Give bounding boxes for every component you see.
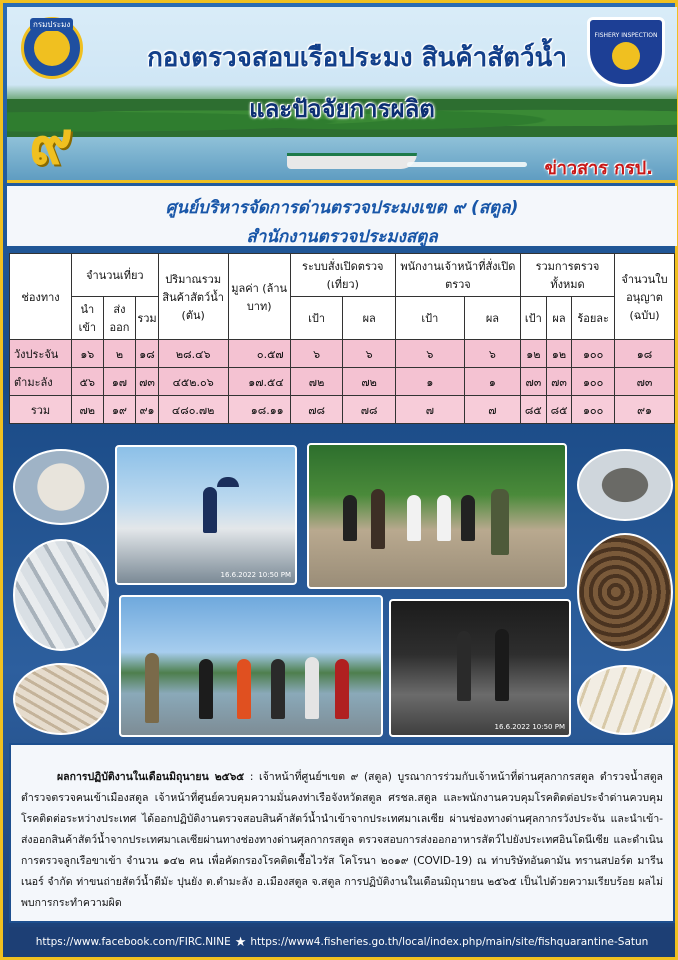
header-trips: จำนวนเที่ยว	[72, 254, 159, 297]
officer-cap	[217, 477, 239, 487]
table-row	[10, 368, 675, 396]
person-figure	[145, 653, 159, 723]
district-number: ๙	[29, 108, 73, 178]
cell-qty: ๔๘๐.๗๒	[158, 396, 228, 424]
cell-permits: ๙๑	[615, 396, 675, 424]
cell-out: ๑๙	[103, 396, 136, 424]
office-subtitle	[7, 186, 677, 246]
photo-night-inspection	[389, 599, 571, 737]
header-officer-target: เป้า	[395, 297, 464, 340]
patrol-boat	[287, 153, 417, 169]
statistics-table	[9, 253, 675, 424]
table-row	[10, 340, 675, 368]
subtitle-line1: ศูนย์บริหารจัดการด่านตรวจประมงเขต ๙ (สตูล)	[165, 198, 519, 218]
cell-total: ๗๓	[136, 368, 158, 396]
cell-sys-target: ๗๒	[290, 368, 343, 396]
person-figure	[437, 495, 451, 541]
officer-figure	[203, 487, 217, 533]
cell-off-result: ๑	[464, 368, 520, 396]
cell-off-target: ๖	[395, 340, 464, 368]
cell-off-result: ๖	[464, 340, 520, 368]
person-figure	[237, 659, 251, 719]
header-value: มูลค่า (ล้านบาท)	[228, 254, 290, 340]
header-officer-result: ผล	[464, 297, 520, 340]
header-system-result: ผล	[343, 297, 395, 340]
photo-pier-team	[119, 595, 383, 737]
cell-channel: วังประจัน	[10, 340, 72, 368]
cell-sys-target: ๖	[290, 340, 343, 368]
cell-percent: ๑๐๐	[572, 368, 615, 396]
photo-date-stamp: 16.6.2022 10:50 PM	[494, 723, 565, 731]
footer-links	[9, 927, 675, 957]
header-system-target: เป้า	[290, 297, 343, 340]
photo-crabs	[577, 533, 673, 651]
right-logo-label: FISHERY INSPECTION	[594, 31, 658, 39]
photo-fresh-fish	[13, 539, 109, 651]
header-trips-out: ส่งออก	[103, 297, 136, 340]
table-row-total	[10, 396, 675, 424]
photo-team-meeting	[307, 443, 567, 589]
person-figure	[457, 631, 471, 701]
header-officer: พนักงานเจ้าหน้าที่สั่งเปิดตรวจ	[395, 254, 520, 297]
header-permits: จำนวนใบอนุญาต (ฉบับ)	[615, 254, 675, 340]
left-logo-label: กรมประมง	[30, 18, 73, 31]
banner-title-line1: กองตรวจสอบเรือประมง สินค้าสัตว์น้ำ	[147, 43, 567, 73]
person-figure	[305, 657, 319, 719]
person-figure	[199, 659, 213, 719]
person-figure	[343, 495, 357, 541]
boat-wake	[407, 162, 527, 167]
statistics-table-wrapper	[9, 253, 675, 424]
cell-channel: ตำมะลัง	[10, 368, 72, 396]
header-total-target: เป้า	[520, 297, 546, 340]
person-figure	[335, 659, 349, 719]
cell-in: ๕๖	[72, 368, 104, 396]
person-figure	[495, 629, 509, 701]
cell-in: ๑๖	[72, 340, 104, 368]
cell-value: ๐.๕๗	[228, 340, 290, 368]
cell-off-result: ๗	[464, 396, 520, 424]
cell-sys-result: ๖	[343, 340, 395, 368]
report-body: : เจ้าหน้าที่ศูนย์ฯเขต ๙ (สตูล) บูรณาการร่วมกับเจ้าหน้าที่ด่านศุลกากรสตูล ตำรวจน้ำสตูล ตำรวจตรวจคนเข้าเมืองสตูล เจ้าหน้าที่ศูนย์ควบคุมความมั่นคงท่าเรือจังหวัดสตูล ศรชล.สตูล และพนักงานควบคุมโรคติดต่อประจำด่านควบคุมโรคติดต่อระหว่างประเทศ ได้ออกปฏิบัติงานตรวจสอบสินค้าสัตว์น้ำนำเข้าจากประเทศมาเลเซีย ผ่านช่องทางด่านศุลกากรวังประจัน และนำเข้า-ส่งออกสินค้าสัตว์น้ำจากประเทศมาเลเซียผ่านทางช่องทางด่านศุลกากรสตูล ตรวจสอบการส่งออกอาหารสัตว์ไปยังประเทศอินโดนีเซีย และดำเนินการตรวจลูกเรือขาเข้า จำนวน ๑๔๒ คน เพื่อคัดกรองโรคติดเชื้อไวรัส โคโรนา ๒๐๑๙ (COVID-19) ณ ท่าบริษัทอันดามัน ทรานสปอร์ต มารีนเนอร์ จำกัด ท่าขนถ่ายสัตว์น้ำดีมัะ ปุนยัง ต.ตำมะลัง อ.เมืองสตูล จ.สตูล การปฏิบัติงานในเดือนมิถุนายน ๒๕๖๕ เป็นไปด้วยความเรียบร้อย ผลไม่พบการกระทำความผิด	[21, 771, 663, 909]
facebook-link[interactable]: https://www.facebook.com/FIRC.NINE	[35, 936, 231, 948]
cell-tot-result: ๘๕	[546, 396, 572, 424]
cell-sys-result: ๗๒	[343, 368, 395, 396]
cell-value: ๑๗.๕๔	[228, 368, 290, 396]
cell-percent: ๑๐๐	[572, 340, 615, 368]
header-total-result: ผล	[546, 297, 572, 340]
person-figure	[371, 489, 385, 549]
cell-tot-target: ๑๒	[520, 340, 546, 368]
cell-off-target: ๗	[395, 396, 464, 424]
header-channel: ช่องทาง	[10, 254, 72, 340]
header-total-inspect: รวมการตรวจทั้งหมด	[520, 254, 614, 297]
photo-fish-boxes	[13, 449, 109, 525]
cell-tot-result: ๑๒	[546, 340, 572, 368]
cell-out: ๑๗	[103, 368, 136, 396]
photo-white-fish	[577, 665, 673, 735]
website-link[interactable]: https://www4.fisheries.go.th/local/index.php/main/site/fishquarantine-Satun	[250, 936, 649, 948]
header-system: ระบบสั่งเปิดตรวจ (เที่ยว)	[290, 254, 395, 297]
cell-qty: ๒๘.๔๖	[158, 340, 228, 368]
header-banner	[7, 7, 677, 183]
cell-total: ๑๘	[136, 340, 158, 368]
header-trips-total: รวม	[136, 297, 158, 340]
monthly-report	[9, 743, 675, 923]
person-figure	[461, 495, 475, 541]
cell-channel: รวม	[10, 396, 72, 424]
cell-permits: ๑๘	[615, 340, 675, 368]
report-heading: ผลการปฏิบัติงานในเดือนมิถุนายน ๒๕๖๕	[57, 771, 245, 783]
cell-permits: ๗๓	[615, 368, 675, 396]
photo-date-stamp: 16.6.2022 10:50 PM	[220, 571, 291, 579]
cell-qty: ๔๕๒.๐๖	[158, 368, 228, 396]
subtitle-line2: สำนักงานตรวจประมงสตูล	[246, 227, 438, 247]
banner-title-line2: และปัจจัยการผลิต	[249, 95, 435, 123]
cell-out: ๒	[103, 340, 136, 368]
cell-percent: ๑๐๐	[572, 396, 615, 424]
header-total-percent: ร้อยละ	[572, 297, 615, 340]
header-trips-in: นำเข้า	[72, 297, 104, 340]
cell-tot-result: ๗๓	[546, 368, 572, 396]
photo-fish-sample	[577, 449, 673, 521]
cell-off-target: ๑	[395, 368, 464, 396]
cell-sys-target: ๗๘	[290, 396, 343, 424]
cell-tot-target: ๘๕	[520, 396, 546, 424]
person-figure	[407, 495, 421, 541]
header-quantity: ปริมาณรวมสินค้าสัตว์น้ำ (ตัน)	[158, 254, 228, 340]
cell-value: ๑๘.๑๑	[228, 396, 290, 424]
photo-truck-inspection	[115, 445, 297, 585]
news-label: ข่าวสาร กรป.	[544, 158, 653, 179]
cell-total: ๙๑	[136, 396, 158, 424]
person-figure	[491, 489, 509, 555]
cell-tot-target: ๗๓	[520, 368, 546, 396]
star-separator-icon: ★	[234, 934, 247, 950]
person-figure	[271, 659, 285, 719]
cell-in: ๗๒	[72, 396, 104, 424]
photo-dried-fish	[13, 663, 109, 735]
cell-sys-result: ๗๘	[343, 396, 395, 424]
